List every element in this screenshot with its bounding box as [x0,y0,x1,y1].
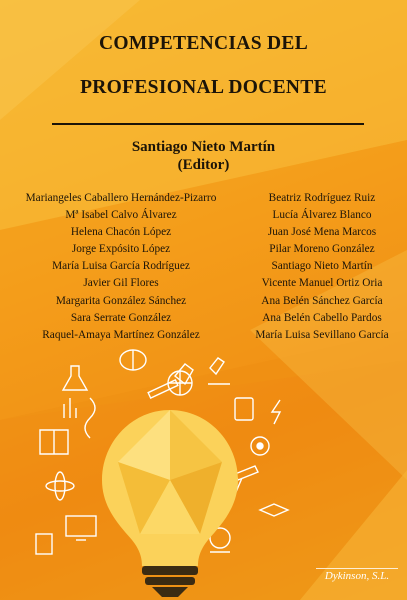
lightbulb-illustration [20,338,320,600]
hand-icon [175,364,193,384]
authors-left-column [14,190,228,344]
publisher-logo: Dykinson, S.L. [316,568,398,582]
author-name: Mª Isabel Calvo Álvarez [65,209,177,222]
author-name: Ana Belén Cabello Pardos [262,311,382,324]
telescope-icon [235,466,258,492]
author-name: Ana Belén Sánchez García [261,294,383,307]
author-name: Juan José Mena Marcos [267,226,377,239]
author-name: María Luisa García Rodríguez [52,260,190,273]
author-name: Lucía Álvarez Blanco [272,209,372,222]
title-divider [52,123,364,125]
document-icon [36,534,52,554]
editor-block [0,138,407,174]
author-name: Javier Gil Flores [83,277,159,290]
chart-icon [64,398,76,418]
globe-icon [168,371,192,395]
editor-name: Santiago Nieto Martín [131,139,276,155]
dna-icon [85,398,95,438]
author-name: Beatriz Rodríguez Ruiz [268,192,376,204]
author-name: Mariangeles Caballero Hernández-Pizarro [25,192,217,204]
authors-right-column [246,190,398,344]
editor-role: (Editor) [177,157,230,173]
author-name: María Luisa Sevillano García [255,328,389,341]
title-line-1: COMPETENCIAS DEL [98,33,309,54]
author-name: Sara Serrate González [70,311,172,324]
author-name: Raquel-Amaya Martínez González [42,328,200,341]
author-name: Pilar Moreno González [269,243,375,256]
title-line-2: PROFESIONAL DOCENTE [80,77,327,98]
graduation-cap-icon [260,504,288,516]
lightning-icon [272,400,280,424]
author-name: Margarita González Sánchez [55,294,187,307]
microscope-icon [208,358,230,384]
author-name: Jorge Expósito López [71,243,171,256]
author-name: Vicente Manuel Ortiz Oria [261,277,383,290]
calculator-icon [235,398,253,420]
monitor-icon [66,516,96,540]
flask-icon [63,366,87,390]
lightbulb-icon [102,410,238,597]
atom-icon [46,472,74,500]
brain-icon [120,350,146,370]
gear-icon [251,437,269,455]
author-name: Santiago Nieto Martín [271,260,373,273]
author-name: Helena Chacón López [70,226,172,239]
book-icon [40,430,68,454]
